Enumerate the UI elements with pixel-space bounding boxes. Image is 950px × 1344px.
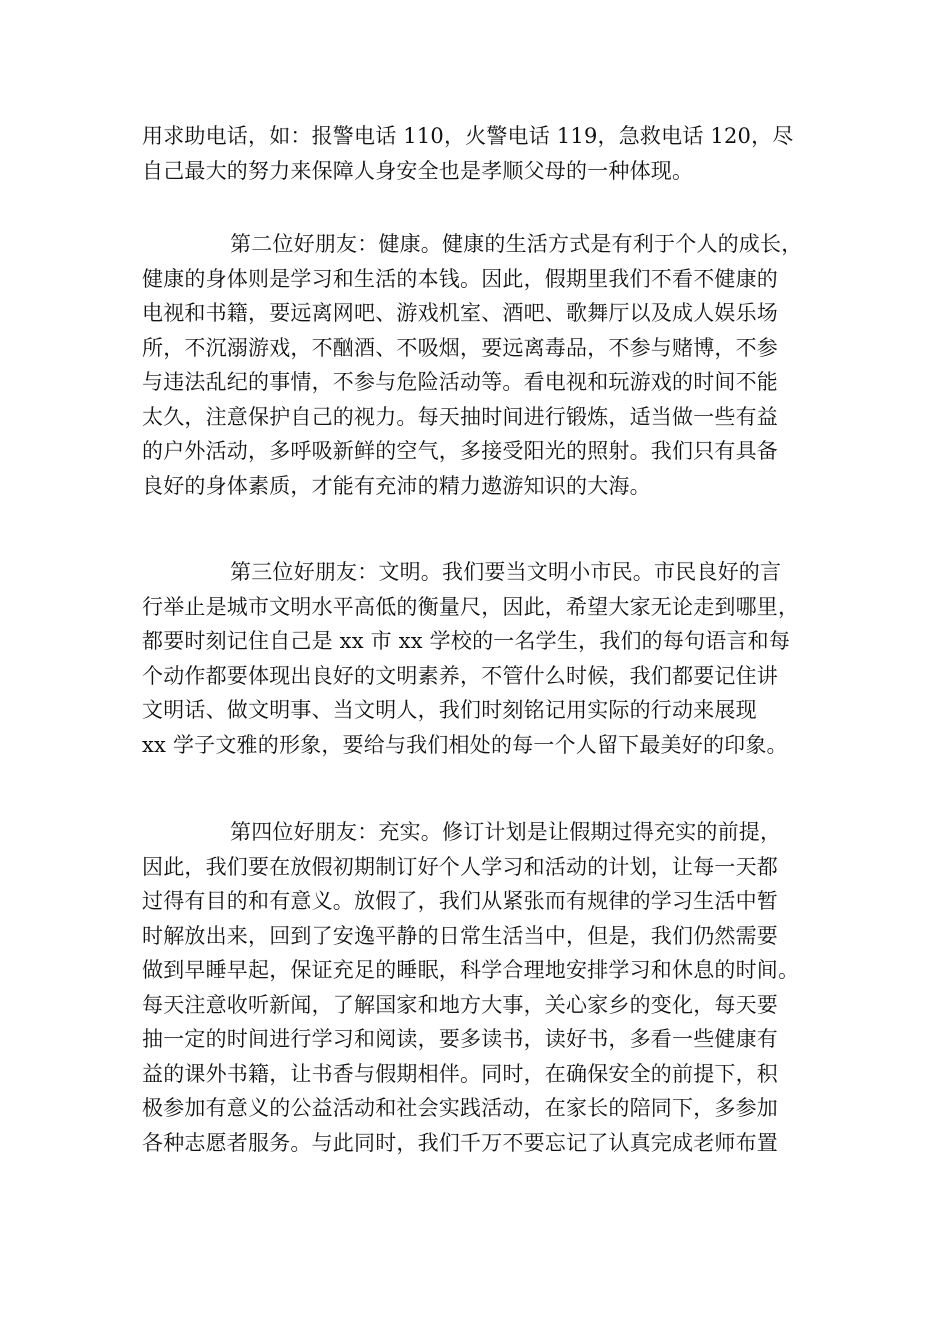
paragraph-fulfillment (142, 815, 822, 1160)
text-line: 用求助电话，如：报警电话 110，火警电话 119，急救电话 120，尽 (142, 124, 794, 148)
paragraph-health (142, 227, 822, 503)
text-line: 太久，注意保护自己的视力。每天抽时间进行锻炼，适当做一些有益 (142, 404, 778, 429)
text-line: 第二位好朋友：健康。健康的生活方式是有利于个人的成长， (230, 232, 803, 256)
text-line: 的户外活动，多呼吸新鲜的空气，多接受阳光的照射。我们只有具备 (142, 439, 778, 463)
paragraph-safety-end (142, 119, 822, 188)
text-line: 第三位好朋友：文明。我们要当文明小市民。市民良好的言 (230, 560, 782, 584)
text-line: 个动作都要体现出良好的文明素养，不管什么时候，我们都要记住讲 (142, 663, 778, 688)
text-line: 行举止是城市文明水平高低的衡量尺，因此，希望大家无论走到哪里， (142, 594, 800, 619)
text-line: 过得有目的和有意义。放假了，我们从紧张而有规律的学习生活中暂 (142, 889, 778, 913)
text-line: 自己最大的努力来保障人身安全也是孝顺父母的一种体现。 (142, 158, 694, 183)
text-line: 极参加有意义的公益活动和社会实践活动，在家长的陪同下，多参加 (142, 1096, 778, 1120)
text-line: 各种志愿者服务。与此同时，我们千万不要忘记了认真完成老师布置 (142, 1130, 778, 1155)
text-line: 抽一定的时间进行学习和阅读，要多读书，读好书，多看一些健康有 (142, 1027, 778, 1051)
text-line: 与违法乱纪的事情，不参与危险活动等。看电视和玩游戏的时间不能 (142, 370, 778, 394)
text-line: 文明话、做文明事、当文明人，我们时刻铭记用实际的行动来展现 (142, 698, 757, 722)
text-line: 做到早睡早起，保证充足的睡眠，科学合理地安排学习和休息的时间。 (142, 958, 800, 982)
text-line: 每天注意收听新闻，了解国家和地方大事，关心家乡的变化，每天要 (142, 992, 778, 1017)
text-line: 第四位好朋友：充实。修订计划是让假期过得充实的前提， (230, 820, 782, 844)
text-line: 益的课外书籍，让书香与假期相伴。同时，在确保安全的前提下，积 (142, 1061, 778, 1086)
text-line: xx 学子文雅的形象，要给与我们相处的每一个人留下最美好的印象。 (142, 732, 788, 757)
text-line: 时解放出来，回到了安逸平静的日常生活当中，但是，我们仍然需要 (142, 923, 778, 948)
paragraph-civility (142, 555, 822, 762)
text-line: 良好的身体素质，才能有充沛的精力遨游知识的大海。 (142, 473, 651, 498)
text-line: 健康的身体则是学习和生活的本钱。因此，假期里我们不看不健康的 (142, 266, 778, 291)
text-line: 所，不沉溺游戏，不酗酒、不吸烟，要远离毒品，不参与赌博，不参 (142, 335, 778, 360)
text-line: 因此，我们要在放假初期制订好个人学习和活动的计划，让每一天都 (142, 854, 778, 879)
text-line: 电视和书籍，要远离网吧、游戏机室、酒吧、歌舞厅以及成人娱乐场 (142, 301, 778, 325)
text-line: 都要时刻记住自己是 xx 市 xx 学校的一名学生，我们的每句语言和每 (142, 629, 791, 653)
